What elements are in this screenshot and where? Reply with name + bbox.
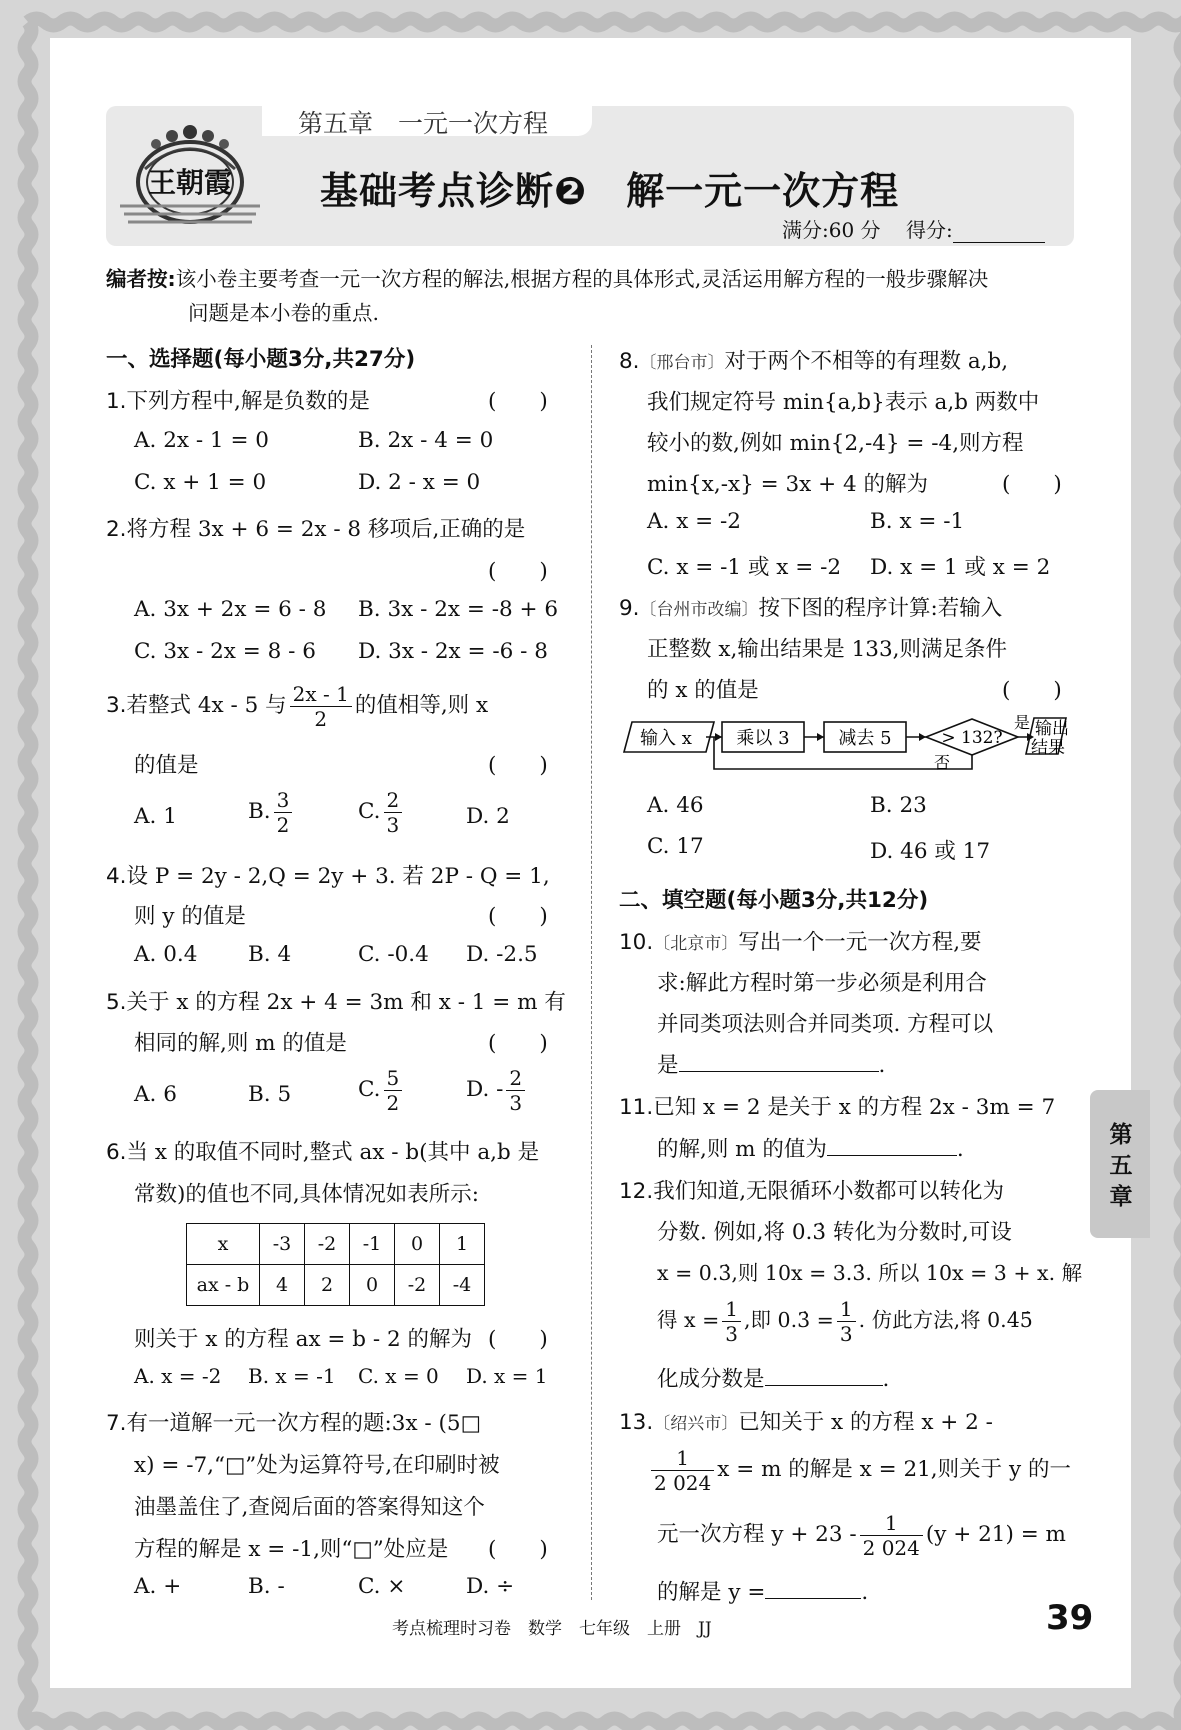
q1-option-b: B. 2x - 4 = 0: [358, 428, 494, 453]
q5-stem-text: 关于 x 的方程 2x + 4 = 3m 和 x - 1 = m 有: [126, 990, 566, 1015]
q6-option-c: C. x = 0: [358, 1364, 439, 1388]
q8-number: 8.: [619, 349, 640, 374]
q5-option-a: A. 6: [134, 1082, 177, 1107]
q6-stem-3: 则关于 x 的方程 ax = b - 2 的解为: [134, 1327, 472, 1352]
q6-stem: [106, 1135, 539, 1166]
q8-option-b: B. x = -1: [870, 509, 965, 534]
q8-option-c: C. x = -1 或 x = -2: [647, 555, 842, 580]
q3-c-num: 2: [384, 788, 403, 813]
q13-stem-4: [657, 1575, 868, 1606]
q5-option-b: B. 5: [248, 1082, 292, 1107]
q10-stem-4: [657, 1048, 885, 1079]
q1-stem-text: 下列方程中,解是负数的是: [126, 389, 370, 414]
q13-stem: [619, 1405, 993, 1436]
q11-end: .: [956, 1137, 964, 1162]
q5-option-d: [466, 1064, 528, 1116]
q9-flowchart: [616, 712, 1076, 780]
q10-stem-3: 并同类项法则合并同类项. 方程可以: [657, 1012, 994, 1037]
column-divider: [591, 345, 592, 1600]
q9-stem-3: 的 x 的值是: [647, 678, 759, 703]
q12-fraction-2: [837, 1297, 856, 1346]
q9-number: 9.: [619, 596, 640, 621]
q9-answer-paren: ( ): [1002, 678, 1062, 703]
q12-stem-2: 分数. 例如,将 0.3̇ 转化为分数时,可设: [657, 1220, 1012, 1245]
section-two-heading: 二、填空题(每小题3分,共12分): [619, 888, 929, 913]
q9-option-a: A. 46: [647, 793, 704, 818]
q10-answer-blank[interactable]: [679, 1051, 879, 1072]
q5-number: 5.: [106, 990, 127, 1015]
table-cell: -2: [305, 1224, 350, 1265]
q12-stem-3: x = 0.3̇,则 10x = 3.3̇. 所以 10x = 3 + x. 解: [657, 1261, 1083, 1285]
q9-stem: [619, 591, 1002, 622]
q6-number: 6.: [106, 1140, 127, 1165]
publisher-logo: [120, 114, 260, 234]
q2-option-d: D. 3x - 2x = -6 - 8: [358, 639, 548, 664]
q8-source: 〔邢台市〕: [639, 353, 725, 373]
flow-yes-label: 是: [1013, 713, 1031, 732]
q13-source: 〔绍兴市〕: [653, 1414, 739, 1434]
q2-option-b: B. 3x - 2x = -8 + 6: [358, 597, 558, 622]
flow-multiply-text: 乘以 3: [736, 728, 790, 749]
q3-b-num: 3: [274, 788, 293, 813]
q13-stem-3: [657, 1509, 1066, 1561]
q3-option-c: [358, 786, 405, 838]
q6-option-d: D. x = 1: [466, 1364, 548, 1388]
q4-stem-text: 设 P = 2y - 2,Q = 2y + 3. 若 2P - Q = 1,: [126, 864, 550, 889]
table-cell: -2: [395, 1265, 440, 1306]
q12-f2-num: 1: [837, 1297, 856, 1322]
q12-answer-blank[interactable]: [765, 1365, 883, 1386]
q5-option-c-frac: [384, 1066, 403, 1115]
table-cell: 1: [440, 1224, 485, 1265]
q2-number: 2.: [106, 517, 127, 542]
q7-option-c: C. ×: [358, 1574, 406, 1599]
q3-option-b-label: B.: [248, 799, 271, 824]
q5-d-den: 3: [509, 1090, 523, 1115]
chapter-title: 第五章 一元一次方程: [298, 109, 549, 138]
q6-option-a: A. x = -2: [134, 1364, 222, 1388]
q3-c-den: 3: [386, 812, 400, 837]
q10-source: 〔北京市〕: [653, 934, 739, 954]
note-label: 编者按:: [106, 267, 176, 291]
q11-stem-text: 已知 x = 2 是关于 x 的方程 2x - 3m = 7: [653, 1095, 1056, 1120]
q7-stem-2: x) = -7,“□”处为运算符号,在印刷时被: [134, 1453, 500, 1478]
q1-option-c: C. x + 1 = 0: [134, 470, 267, 495]
q13-stem-4-text: 的解是 y =: [657, 1580, 766, 1605]
q13-f1-den: 2 024: [654, 1470, 712, 1495]
q9-option-c: C. 17: [647, 834, 704, 859]
q3-fraction: [290, 682, 352, 731]
q8-option-a: A. x = -2: [647, 509, 741, 534]
q8-stem-3: 较小的数,例如 min{2,-4} = -4,则方程: [647, 431, 1024, 456]
q7-option-d: D. ÷: [466, 1574, 515, 1599]
q4-stem: [106, 859, 550, 890]
q13-stem-3b: (y + 21) = m: [925, 1522, 1066, 1547]
q11-stem: [619, 1090, 1055, 1121]
q12-stem-4a: 得 x =: [657, 1308, 720, 1332]
q7-option-b: B. -: [248, 1574, 285, 1599]
q2-stem: [106, 512, 525, 543]
q12-stem-text: 我们知道,无限循环小数都可以转化为: [653, 1179, 1005, 1204]
q3-number: 3.: [106, 693, 127, 718]
q5-d-num: 2: [506, 1066, 525, 1091]
q13-f2-num: 1: [860, 1511, 923, 1536]
table-cell: ax - b: [187, 1265, 260, 1306]
q5-stem: [106, 985, 566, 1016]
q2-stem-text: 将方程 3x + 6 = 2x - 8 移项后,正确的是: [126, 517, 526, 542]
q12-fraction-1: [722, 1297, 741, 1346]
flow-subtract-text: 减去 5: [838, 728, 892, 749]
q1-option-a: A. 2x - 1 = 0: [134, 428, 269, 453]
q10-stem-2: 求:解此方程时第一步必须是利用合: [657, 971, 987, 996]
page-number: 39: [1046, 1598, 1094, 1638]
q5-stem-2: 相同的解,则 m 的值是: [134, 1031, 347, 1056]
q12-f1-num: 1: [722, 1297, 741, 1322]
q13-stem-3a: 元一次方程 y + 23 -: [657, 1522, 857, 1547]
q12-stem-5: [657, 1362, 889, 1393]
q12-f1-den: 3: [725, 1322, 739, 1346]
q11-stem-2-text: 的解,则 m 的值为: [657, 1137, 827, 1162]
flow-output-text-1: 输出: [1035, 719, 1069, 739]
q7-stem-3: 油墨盖住了,查阅后面的答案得知这个: [134, 1495, 485, 1520]
q13-answer-blank[interactable]: [765, 1578, 861, 1599]
q10-end: .: [878, 1053, 886, 1078]
q13-number: 13.: [619, 1410, 654, 1435]
page-title: 基础考点诊断❷ 解一元一次方程: [320, 169, 900, 213]
q1-stem: [106, 384, 370, 415]
q9-option-b: B. 23: [870, 793, 927, 818]
q4-option-a: A. 0.4: [134, 942, 198, 967]
q13-stem-2-text: x = m 的解是 x = 21,则关于 y 的一: [717, 1457, 1071, 1482]
table-cell: 4: [260, 1265, 305, 1306]
q2-answer-paren: ( ): [488, 559, 548, 584]
footer-text: 考点梳理时习卷 数学 七年级 上册 JJ: [392, 1619, 712, 1639]
table-cell: -1: [350, 1224, 395, 1265]
flow-condition-text: > 132?: [941, 728, 1003, 748]
q3-option-b-frac: [274, 788, 293, 837]
q10-stem-text: 写出一个一元一次方程,要: [738, 930, 982, 955]
full-score: 满分:60 分: [782, 218, 881, 242]
flow-input-text: 输入 x: [640, 728, 692, 749]
q1-answer-paren: ( ): [488, 389, 548, 414]
table-cell: 0: [395, 1224, 440, 1265]
q3-stem-2: 的值是: [134, 753, 199, 778]
q9-stem-text: 按下图的程序计算:若输入: [758, 596, 1003, 621]
q5-option-c-label: C.: [358, 1077, 381, 1102]
q2-option-a: A. 3x + 2x = 6 - 8: [134, 597, 327, 622]
q12-end: .: [882, 1367, 890, 1392]
q4-option-d: D. -2.5: [466, 942, 538, 967]
q3-option-c-frac: [384, 788, 403, 837]
q9-source: 〔台州市改编〕: [639, 600, 759, 620]
q3-option-a: A. 1: [134, 804, 177, 829]
table-cell: -3: [260, 1224, 305, 1265]
q13-f2-den: 2 024: [862, 1535, 920, 1560]
q4-answer-paren: ( ): [488, 904, 548, 929]
q3-option-c-label: C.: [358, 799, 381, 824]
q7-number: 7.: [106, 1411, 127, 1436]
q3-option-d: D. 2: [466, 804, 510, 829]
q6-option-b: B. x = -1: [248, 1364, 336, 1388]
q13-fraction-1: [651, 1446, 714, 1495]
table-cell: 0: [350, 1265, 395, 1306]
q3-stem: [106, 680, 488, 732]
score-label: 得分:: [905, 218, 953, 242]
q13-f1-num: 1: [651, 1446, 714, 1471]
q8-option-d: D. x = 1 或 x = 2: [870, 555, 1051, 580]
q10-stem: [619, 925, 982, 956]
q9-stem-2: 正整数 x,输出结果是 133,则满足条件: [647, 637, 1008, 662]
q5-option-d-frac: [506, 1066, 525, 1115]
q6-stem-text: 当 x 的取值不同时,整式 ax - b(其中 a,b 是: [126, 1140, 540, 1165]
section-one-heading: 一、选择题(每小题3分,共27分): [106, 347, 416, 372]
q5-answer-paren: ( ): [488, 1031, 548, 1056]
q12-number: 12.: [619, 1179, 654, 1204]
q12-stem-4b: ,即 0.3̇ =: [744, 1308, 834, 1332]
table-cell: x: [187, 1224, 260, 1265]
logo-text: 王朝霞: [147, 166, 233, 199]
q12-stem-5-text: 化成分数是: [657, 1367, 765, 1392]
side-tab-text: 第五章: [1109, 1122, 1133, 1210]
q8-stem: [619, 344, 1008, 375]
q7-stem: [106, 1406, 481, 1437]
note-text-1: 该小卷主要考查一元一次方程的解法,根据方程的具体形式,灵活运用解方程的一般步骤解决: [175, 267, 989, 291]
q8-stem-4: min{x,-x} = 3x + 4 的解为: [647, 472, 929, 497]
q11-number: 11.: [619, 1095, 654, 1120]
q7-stem-text: 有一道解一元一次方程的题:3x - (5□: [126, 1411, 481, 1436]
q7-option-a: A. +: [134, 1574, 182, 1599]
q13-end: .: [861, 1580, 869, 1605]
q11-stem-2: [657, 1132, 964, 1163]
q10-stem-4-text: 是: [657, 1053, 679, 1078]
q13-stem-text: 已知关于 x 的方程 x + 2 -: [738, 1410, 993, 1435]
q1-number: 1.: [106, 389, 127, 414]
q3-answer-paren: ( ): [488, 753, 548, 778]
q5-option-d-label: D. -: [466, 1077, 504, 1102]
q12-stem-4: [657, 1294, 1033, 1346]
q4-option-b: B. 4: [248, 942, 292, 967]
q12-stem: [619, 1174, 1004, 1205]
table-row: [187, 1224, 485, 1265]
q3-stem-a: 若整式 4x - 5 与: [126, 693, 287, 718]
q3-frac-num: 2x - 1: [290, 682, 352, 707]
q13-fraction-2: [860, 1511, 923, 1560]
q4-number: 4.: [106, 864, 127, 889]
q4-stem-2: 则 y 的值是: [134, 904, 246, 929]
q8-stem-2: 我们规定符号 min{a,b}表示 a,b 两数中: [647, 390, 1040, 415]
q11-answer-blank[interactable]: [827, 1135, 957, 1156]
editor-note: [106, 262, 1076, 330]
table-row: [187, 1265, 485, 1306]
q6-answer-paren: ( ): [488, 1327, 548, 1352]
q3-stem-b: 的值相等,则 x: [354, 693, 489, 718]
score-line: [782, 214, 1045, 243]
q8-answer-paren: ( ): [1002, 472, 1062, 497]
q7-answer-paren: ( ): [488, 1537, 548, 1562]
q6-stem-2: 常数)的值也不同,具体情况如表所示:: [134, 1182, 479, 1207]
q12-stem-4c: . 仿此方法,将 0.4̇5̇: [858, 1308, 1033, 1332]
q8-stem-text: 对于两个不相等的有理数 a,b,: [724, 349, 1009, 374]
q3-b-den: 2: [276, 812, 290, 837]
q3-option-b: [248, 786, 295, 838]
q2-option-c: C. 3x - 2x = 8 - 6: [134, 639, 316, 664]
q13-stem-2: [651, 1444, 1071, 1496]
flow-output-text-2: 结果: [1031, 738, 1065, 758]
q3-frac-den: 2: [314, 706, 328, 731]
q7-stem-4: 方程的解是 x = -1,则“□”处应是: [134, 1537, 449, 1562]
q10-number: 10.: [619, 930, 654, 955]
q1-option-d: D. 2 - x = 0: [358, 470, 481, 495]
q5-c-num: 5: [384, 1066, 403, 1091]
score-blank: [953, 224, 1045, 243]
table-cell: -4: [440, 1265, 485, 1306]
q6-value-table: [186, 1223, 485, 1306]
table-cell: 2: [305, 1265, 350, 1306]
q4-option-c: C. -0.4: [358, 942, 429, 967]
q5-c-den: 2: [386, 1090, 400, 1115]
q9-option-d: D. 46 或 17: [870, 839, 991, 864]
q5-option-c: [358, 1064, 405, 1116]
note-text-2: 问题是本小卷的重点.: [188, 301, 380, 325]
q12-f2-den: 3: [839, 1322, 853, 1346]
flow-no-label: 否: [933, 753, 951, 772]
